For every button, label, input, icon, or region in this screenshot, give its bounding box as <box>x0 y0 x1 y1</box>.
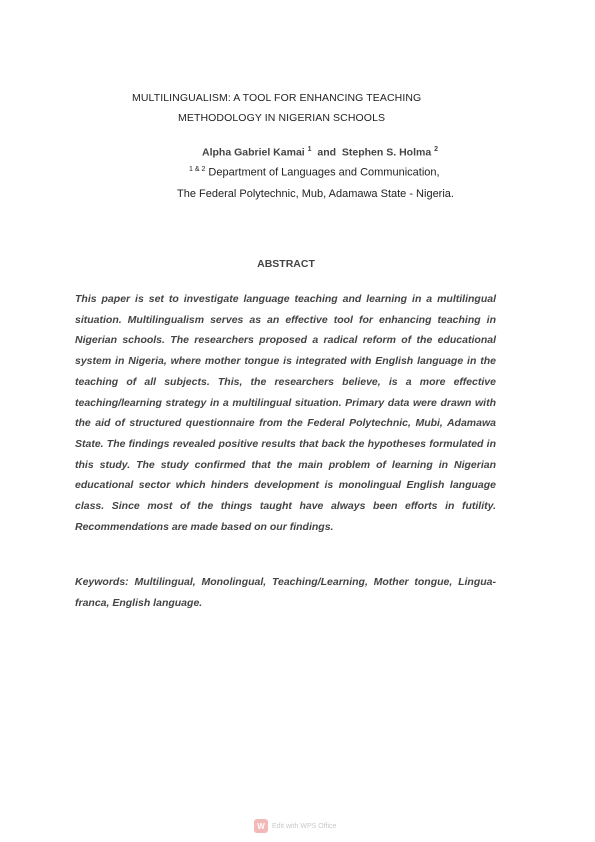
affiliation-department: Department of Languages and Communication, <box>208 166 440 179</box>
abstract-heading: ABSTRACT <box>257 258 315 270</box>
author-1-name: Alpha Gabriel Kamai <box>202 146 305 159</box>
watermark-text: Edit with WPS Office <box>272 822 337 830</box>
affiliation-mark: 1 & 2 <box>189 166 206 173</box>
abstract-body: This paper is set to investigate language teaching and learning in a multilingual situation. Multilingualism serves as an effective tool for enhancing teaching in Nigerian schools. The researchers proposed a radical reform of the educational system in Nigeria, where mother tongue is integrated with English language in the teaching of all subjects. This, the researchers believe, is a more effective teaching/learning strategy in a multilingual situation. Primary data were drawn with the aid of structured questionnaire from the Federal Polytechnic, Mubi, Adamawa State. The findings revealed positive results that back the hypotheses formulated in this study. The study confirmed that the main problem of learning in Nigerian educational sector which hinders development is monolingual English language class. Since most of the things taught have always been efforts in futility. Recommendations are made based on our findings. <box>75 293 496 533</box>
author-1-affiliation-mark: 1 <box>307 146 312 153</box>
author-line <box>202 146 438 159</box>
author-conjunction: and <box>314 146 339 159</box>
affiliation-line-1 <box>189 166 440 179</box>
author-2-affiliation-mark: 2 <box>434 146 438 153</box>
affiliation-line-2: The Federal Polytechnic, Mub, Adamawa State - Nigeria. <box>177 188 454 200</box>
author-2-name: Stephen S. Holma <box>341 146 432 159</box>
paper-title-line-2: METHODOLOGY IN NIGERIAN SCHOOLS <box>178 112 386 124</box>
wps-logo-icon: W <box>254 819 268 833</box>
keywords: Keywords: Multilingual, Monolingual, Teaching/Learning, Mother tongue, Lingua-franca, English language. <box>75 576 496 609</box>
paper-title-line-1: MULTILINGUALISM: A TOOL FOR ENHANCING TEACHING <box>132 92 422 104</box>
wps-office-watermark <box>254 819 336 833</box>
